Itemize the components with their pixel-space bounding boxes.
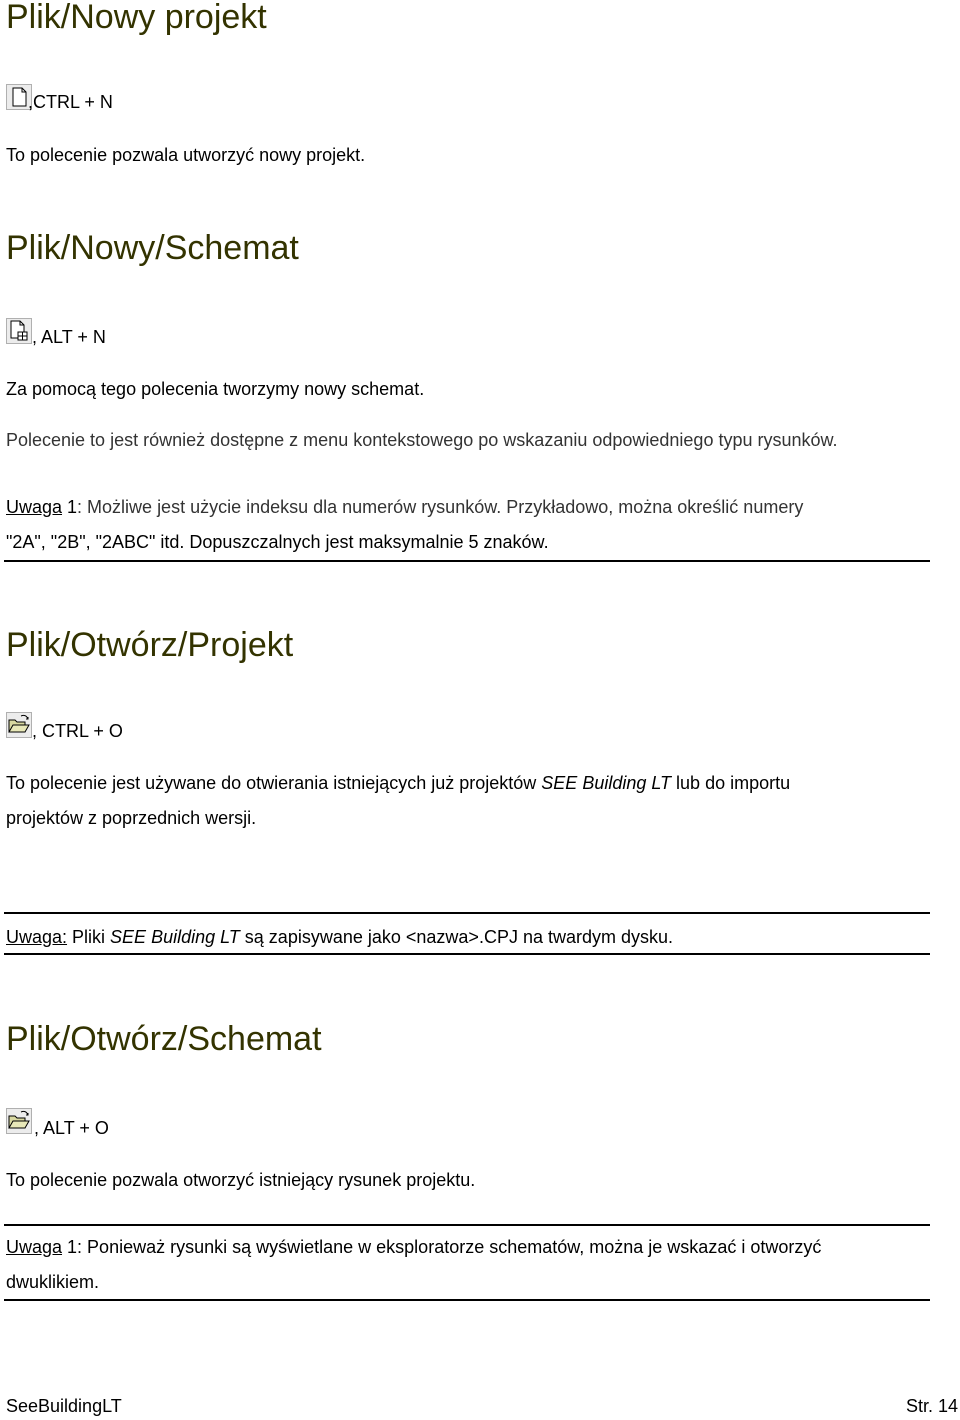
note-line: dwuklikiem. bbox=[6, 1272, 100, 1292]
paragraph-text: To polecenie jest używane do otwierania istniejących już projektów bbox=[6, 773, 542, 793]
paragraph bbox=[6, 771, 790, 795]
shortcut-label: , ALT + N bbox=[32, 327, 106, 347]
product-name: SEE Building LT bbox=[541, 773, 672, 793]
note-line: "2A", "2B", "2ABC" itd. Dopuszczalnych jest maksymalnie 5 znaków. bbox=[6, 532, 549, 552]
paragraph: To polecenie pozwala utworzyć nowy projekt. bbox=[6, 145, 366, 165]
product-name: SEE Building LT bbox=[110, 927, 240, 947]
note-text: Pliki bbox=[67, 927, 111, 947]
note-line bbox=[6, 495, 803, 519]
note-line bbox=[6, 925, 673, 949]
paragraph: To polecenie pozwala otworzyć istniejący rysunek projektu. bbox=[6, 1170, 476, 1190]
section-title: Plik/Otwórz/Schemat bbox=[6, 1020, 322, 1058]
divider bbox=[4, 560, 930, 562]
shortcut-label: , CTRL + O bbox=[32, 721, 123, 741]
section-title: Plik/Otwórz/Projekt bbox=[6, 626, 294, 664]
note-label: Uwaga bbox=[6, 1237, 63, 1257]
section-title: Plik/Nowy/Schemat bbox=[6, 229, 299, 267]
note-number: 1 bbox=[62, 497, 78, 517]
page-number: Str. 14 bbox=[905, 1396, 958, 1416]
paragraph: Polecenie to jest również dostępne z menu kontekstowego po wskazaniu odpowiedniego typu rysunków. bbox=[6, 430, 838, 450]
divider bbox=[4, 953, 930, 955]
note-label: Uwaga: bbox=[6, 927, 68, 947]
note-label: Uwaga bbox=[6, 497, 63, 517]
open-folder-icon bbox=[6, 1108, 32, 1134]
note-text: : Możliwe jest użycie indeksu dla numerów rysunków. Przykładowo, można określić numery bbox=[77, 497, 804, 517]
note-line bbox=[6, 1235, 821, 1259]
shortcut-label: ,CTRL + N bbox=[28, 92, 113, 112]
paragraph: Za pomocą tego polecenia tworzymy nowy schemat. bbox=[6, 379, 425, 399]
note-text: : Ponieważ rysunki są wyświetlane w eksploratorze schematów, można je wskazać i otworzyć bbox=[77, 1237, 822, 1257]
note-number: 1 bbox=[62, 1237, 78, 1257]
section-title: Plik/Nowy projekt bbox=[6, 0, 267, 36]
paragraph-text: lub do importu bbox=[671, 773, 791, 793]
open-folder-icon bbox=[6, 712, 32, 738]
new-schema-icon bbox=[6, 318, 32, 344]
divider bbox=[4, 912, 930, 914]
note-text: są zapisywane jako <nazwa>.CPJ na twardym dysku. bbox=[239, 927, 674, 947]
divider bbox=[4, 1224, 930, 1226]
shortcut-label: , ALT + O bbox=[34, 1118, 109, 1138]
divider bbox=[4, 1299, 930, 1301]
footer-title: SeeBuildingLT bbox=[6, 1396, 122, 1416]
paragraph: projektów z poprzednich wersji. bbox=[6, 808, 257, 828]
